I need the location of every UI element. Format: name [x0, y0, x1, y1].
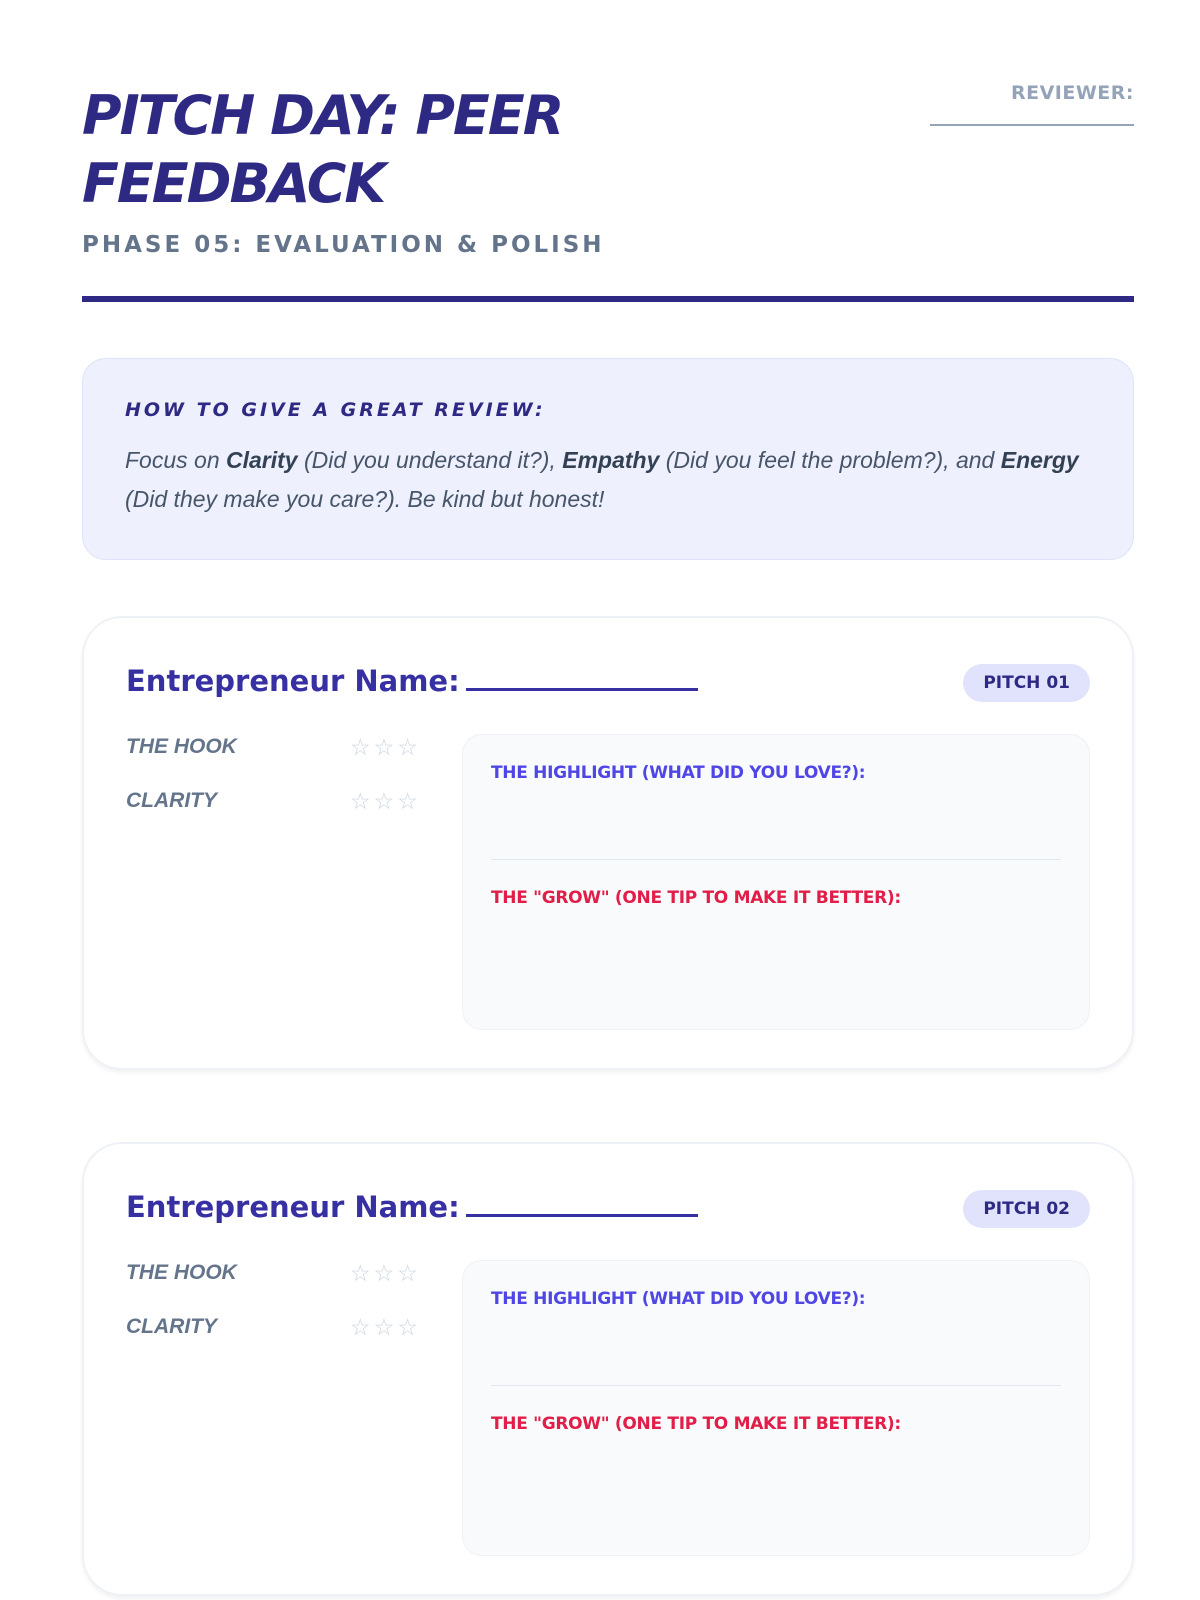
star-rating-icons[interactable]: ☆☆☆ — [350, 1314, 421, 1340]
tip-text-part: Focus on — [125, 447, 226, 473]
highlight-label: THE HIGHLIGHT (WHAT DID YOU LOVE?): — [491, 763, 866, 783]
tip-term-empathy: Empathy — [562, 447, 660, 473]
feedback-notes-box[interactable] — [462, 1260, 1090, 1556]
tip-term-clarity: Clarity — [226, 447, 298, 473]
tip-text-part: (Did they make you care?). Be kind but honest! — [125, 486, 605, 512]
pitch-card-1 — [82, 616, 1134, 1070]
rating-label-clarity: CLARITY — [126, 1315, 217, 1338]
review-tip-box — [82, 358, 1134, 560]
card-header — [126, 1190, 1090, 1240]
feedback-notes-box[interactable] — [462, 734, 1090, 1030]
pitch-badge: PITCH 01 — [963, 664, 1090, 702]
rating-label-clarity: CLARITY — [126, 789, 217, 812]
highlight-label: THE HIGHLIGHT (WHAT DID YOU LOVE?): — [491, 1289, 866, 1309]
reviewer-field — [930, 82, 1134, 126]
tip-text-part: (Did you understand it?), — [297, 447, 563, 473]
rating-row-clarity — [126, 1312, 426, 1366]
tip-heading: HOW TO GIVE A GREAT REVIEW: — [125, 399, 546, 421]
rating-label-hook: THE HOOK — [126, 735, 237, 758]
entrepreneur-name-blank[interactable] — [466, 1193, 698, 1217]
rating-row-hook — [126, 732, 426, 786]
grow-label: THE "GROW" (ONE TIP TO MAKE IT BETTER): — [491, 1414, 901, 1434]
ratings-list — [126, 1258, 426, 1366]
notes-divider — [491, 859, 1061, 860]
rating-row-clarity — [126, 786, 426, 840]
header-divider — [82, 296, 1134, 302]
reviewer-label: REVIEWER: — [1010, 82, 1134, 104]
page-header — [82, 82, 1134, 258]
rating-row-hook — [126, 1258, 426, 1312]
star-rating-icons[interactable]: ☆☆☆ — [350, 1260, 421, 1286]
page-title: PITCH DAY: PEER FEEDBACK — [82, 84, 563, 215]
page-subtitle: PHASE 05: EVALUATION & POLISH — [82, 232, 605, 258]
grow-label: THE "GROW" (ONE TIP TO MAKE IT BETTER): — [491, 888, 901, 908]
tip-text — [125, 441, 1091, 519]
entrepreneur-name-blank[interactable] — [466, 667, 698, 691]
star-rating-icons[interactable]: ☆☆☆ — [350, 734, 421, 760]
entrepreneur-name-label: Entrepreneur Name: — [126, 664, 460, 698]
pitch-badge: PITCH 02 — [963, 1190, 1090, 1228]
reviewer-blank-line[interactable] — [930, 124, 1134, 126]
entrepreneur-name-label: Entrepreneur Name: — [126, 1190, 460, 1224]
pitch-card-2 — [82, 1142, 1134, 1596]
ratings-list — [126, 732, 426, 840]
tip-term-energy: Energy — [1000, 447, 1079, 473]
notes-divider — [491, 1385, 1061, 1386]
card-header — [126, 664, 1090, 714]
tip-text-part: (Did you feel the problem?), and — [659, 447, 1001, 473]
star-rating-icons[interactable]: ☆☆☆ — [350, 788, 421, 814]
rating-label-hook: THE HOOK — [126, 1261, 237, 1284]
